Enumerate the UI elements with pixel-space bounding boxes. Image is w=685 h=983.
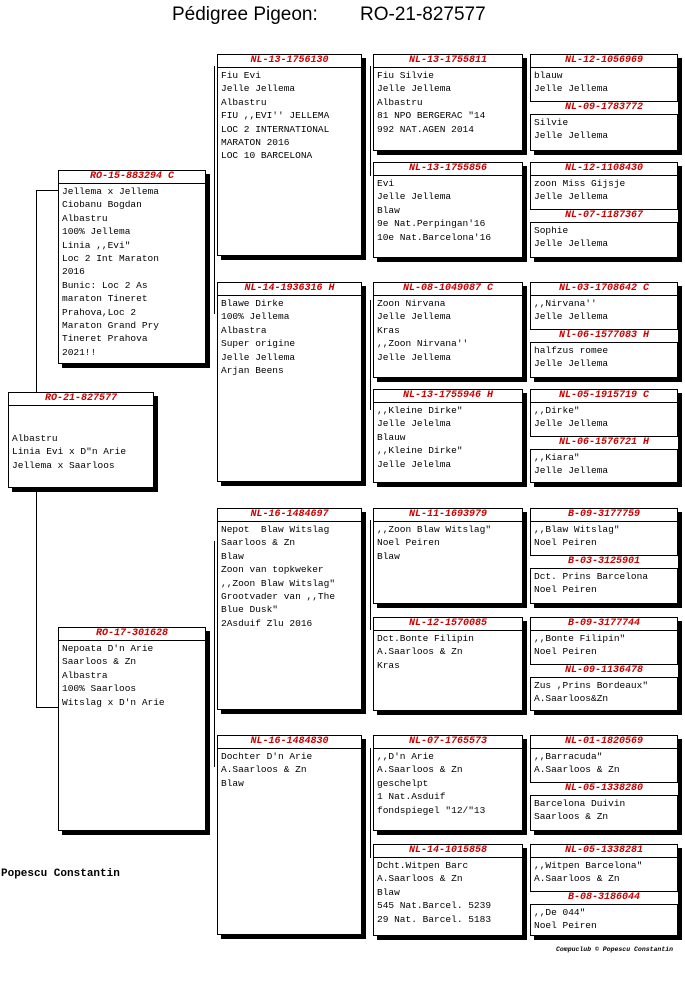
- grandparent-text: Nepot Blaw Witslag Saarloos & Zn Blaw Zoon van topkweker ,,Zoon Blaw Witslag" Grootvader van ,,The Blue Dusk" 2Asduif Zlu 2016: [221, 524, 336, 629]
- ggg-ring-sire: NL-12-1056969: [531, 55, 677, 68]
- grandparent-box[interactable]: [217, 54, 362, 256]
- ggp-text: Evi Jelle Jellema Blaw 9e Nat.Perpingan'16 10e Nat.Barcelona'16: [377, 178, 492, 243]
- sire-ring: RO-15-883294 C: [59, 171, 205, 184]
- ggg-ring-sire: B-09-3177744: [531, 618, 677, 631]
- ggg-text-dam: Sophie Jelle Jellema: [534, 225, 609, 250]
- grandparent-box[interactable]: [217, 282, 362, 482]
- ggg-text-dam: Silvie Jelle Jellema: [534, 117, 609, 142]
- ggg-ring-sire: NL-05-1338281: [531, 845, 677, 858]
- ggp-ring: NL-11-1693979: [374, 509, 522, 522]
- ggg-text-dam: Dct. Prins Barcelona Noel Peiren: [534, 571, 649, 596]
- subject-ring: RO-21-827577: [9, 393, 153, 406]
- ggg-box[interactable]: [530, 282, 678, 378]
- ggg-ring-dam: NL-09-1136478: [530, 664, 678, 678]
- ggp-ring: NL-13-1755856: [374, 163, 522, 176]
- ggg-ring-sire: NL-05-1915719 C: [531, 390, 677, 403]
- ggg-box[interactable]: [530, 508, 678, 604]
- ggg-text-sire: ,,Nirvana'' Jelle Jellema: [534, 298, 609, 323]
- footer-credit: Compuclub © Popescu Constantin: [556, 946, 674, 953]
- ggg-box[interactable]: [530, 54, 678, 151]
- grandparent-ring: NL-14-1936316 H: [218, 283, 361, 296]
- ggg-text-sire: ,,Witpen Barcelona" A.Saarloos & Zn: [534, 860, 643, 885]
- connector-line: [214, 66, 215, 314]
- connector-line: [36, 487, 37, 707]
- ggg-box[interactable]: [530, 735, 678, 831]
- great-grandparent-box[interactable]: [373, 54, 523, 151]
- ggp-ring: NL-07-1765573: [374, 736, 522, 749]
- ggp-text: Fiu Silvie Jelle Jellema Albastru 81 NPO BERGERAC "14 992 NAT.AGEN 2014: [377, 70, 486, 135]
- ggg-text-dam: ,,Kiara" Jelle Jellema: [534, 452, 609, 477]
- ggg-ring-dam: Nl-06-1577083 H: [530, 329, 678, 343]
- ggp-ring: NL-14-1015858: [374, 845, 522, 858]
- ggg-box[interactable]: [530, 389, 678, 483]
- dam-ring: RO-17-301628: [59, 628, 205, 641]
- great-grandparent-box[interactable]: [373, 844, 523, 936]
- great-grandparent-box[interactable]: [373, 282, 523, 378]
- owner-name: Popescu Constantin: [1, 868, 120, 880]
- ggg-text-sire: ,,Barracuda" A.Saarloos & Zn: [534, 751, 620, 776]
- great-grandparent-box[interactable]: [373, 508, 523, 604]
- ggg-ring-dam: NL-06-1576721 H: [530, 436, 678, 450]
- grandparent-ring: NL-16-1484697: [218, 509, 361, 522]
- ggg-ring-dam: NL-07-1187367: [530, 209, 678, 223]
- ggg-box[interactable]: [530, 617, 678, 711]
- ggp-ring: NL-13-1755811: [374, 55, 522, 68]
- great-grandparent-box[interactable]: [373, 389, 523, 483]
- subject-text: Albastru Linia Evi x D"n Arie Jellema x Saarloos: [12, 433, 127, 471]
- connector-line: [370, 66, 371, 176]
- grandparent-ring: NL-16-1484830: [218, 736, 361, 749]
- ggg-ring-sire: NL-03-1708642 C: [531, 283, 677, 296]
- subject-box[interactable]: [8, 392, 154, 488]
- ggp-text: Dct.Bonte Filipin A.Saarloos & Zn Kras: [377, 633, 474, 671]
- grandparent-text: Dochter D'n Arie A.Saarloos & Zn Blaw: [221, 751, 313, 789]
- great-grandparent-box[interactable]: [373, 162, 523, 258]
- ggg-ring-dam: B-03-3125901: [530, 555, 678, 569]
- ggg-text-dam: Barcelona Duivin Saarloos & Zn: [534, 798, 626, 823]
- ggg-text-sire: zoon Miss Gijsje Jelle Jellema: [534, 178, 626, 203]
- ggg-ring-dam: NL-09-1783772: [530, 101, 678, 115]
- title-label: Pédigree Pigeon:: [172, 4, 318, 25]
- ggg-ring-dam: B-08-3186044: [530, 891, 678, 905]
- sire-text: Jellema x Jellema Ciobanu Bogdan Albastru 100% Jellema Linia ,,Evi" Loc 2 Int Maraton 2016 Bunic: Loc 2 As maraton Tineret Prahova,Loc 2 Maraton Grand Pry Tineret Prahova 2021!!: [62, 186, 159, 358]
- ggg-ring-sire: NL-12-1108430: [531, 163, 677, 176]
- great-grandparent-box[interactable]: [373, 617, 523, 711]
- ggp-text: Zoon Nirvana Jelle Jellema Kras ,,Zoon Nirvana'' Jelle Jellema: [377, 298, 469, 363]
- title-ring: RO-21-827577: [360, 4, 486, 25]
- ggg-text-dam: ,,De 044" Noel Peiren: [534, 907, 597, 932]
- ggg-text-sire: ,,Blaw Witslag" Noel Peiren: [534, 524, 620, 549]
- ggg-text-sire: ,,Bonte Filipin" Noel Peiren: [534, 633, 626, 658]
- ggg-text-sire: ,,Dirke" Jelle Jellema: [534, 405, 609, 430]
- ggp-text: ,,Kleine Dirke" Jelle Jelelma Blauw ,,Kleine Dirke" Jelle Jelelma: [377, 405, 463, 470]
- dam-box[interactable]: [58, 627, 206, 831]
- ggg-ring-sire: B-09-3177759: [531, 509, 677, 522]
- grandparent-ring: NL-13-1756130: [218, 55, 361, 68]
- connector-line: [214, 541, 215, 767]
- grandparent-box[interactable]: [217, 735, 362, 935]
- ggg-ring-dam: NL-05-1338280: [530, 782, 678, 796]
- ggg-ring-sire: NL-01-1820569: [531, 736, 677, 749]
- sire-box[interactable]: [58, 170, 206, 364]
- connector-line: [36, 707, 60, 708]
- connector-line: [370, 748, 371, 858]
- ggg-text-dam: Zus ,Prins Bordeaux" A.Saarloos&Zn: [534, 680, 649, 705]
- ggp-ring: NL-12-1570085: [374, 618, 522, 631]
- connector-line: [36, 190, 37, 396]
- grandparent-text: Fiu Evi Jelle Jellema Albastru FIU ,,EVI'' JELLEMA LOC 2 INTERNATIONAL MARATON 2016 LOC 10 BARCELONA: [221, 70, 330, 162]
- grandparent-text: Blawe Dirke 100% Jellema Albastra Super origine Jelle Jellema Arjan Beens: [221, 298, 296, 377]
- ggp-text: Dcht.Witpen Barc A.Saarloos & Zn Blaw 545 Nat.Barcel. 5239 29 Nat. Barcel. 5183: [377, 860, 492, 925]
- ggg-text-dam: halfzus romee Jelle Jellema: [534, 345, 609, 370]
- ggp-text: ,,D'n Arie A.Saarloos & Zn geschelpt 1 Nat.Asduif fondspiegel "12/"13: [377, 751, 486, 816]
- ggp-text: ,,Zoon Blaw Witslag" Noel Peiren Blaw: [377, 524, 492, 562]
- grandparent-box[interactable]: [217, 508, 362, 710]
- great-grandparent-box[interactable]: [373, 735, 523, 831]
- connector-line: [36, 190, 60, 191]
- ggg-box[interactable]: [530, 844, 678, 936]
- ggg-box[interactable]: [530, 162, 678, 258]
- connector-line: [370, 520, 371, 630]
- ggp-ring: NL-08-1049087 C: [374, 283, 522, 296]
- ggg-text-sire: blauw Jelle Jellema: [534, 70, 609, 95]
- dam-text: Nepoata D'n Arie Saarloos & Zn Albastra 100% Saarloos Witslag x D'n Arie: [62, 643, 165, 708]
- ggp-ring: NL-13-1755946 H: [374, 390, 522, 403]
- connector-line: [370, 300, 371, 410]
